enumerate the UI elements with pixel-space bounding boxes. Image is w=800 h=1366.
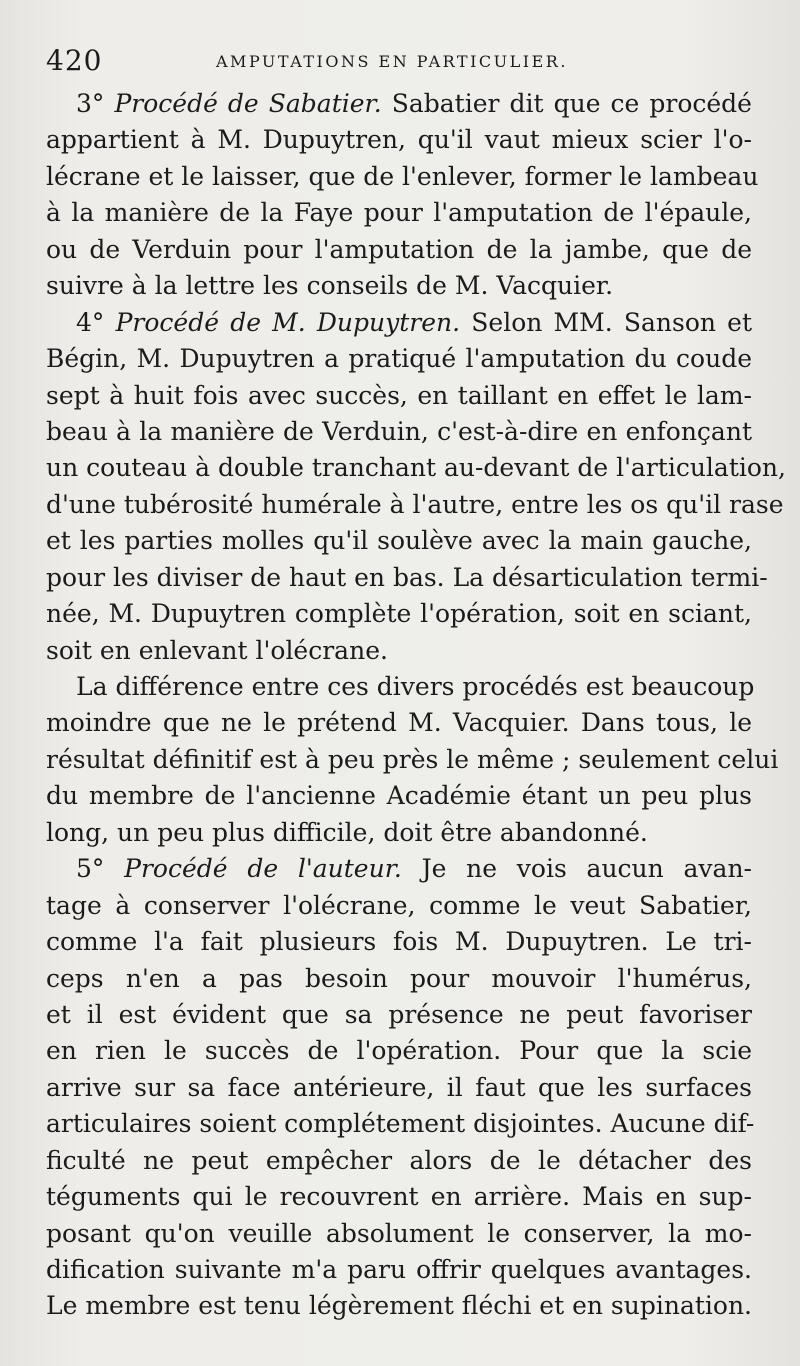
text-line [46,669,755,705]
text-segment: née, M. Dupuytren complète l'opération, soit en sciant, [46,599,752,629]
body-text [46,86,786,1325]
text-segment: ceps n'en a pas besoin pour mouvoir l'humérus, [46,963,752,993]
text-line [46,341,752,377]
text-line [46,1033,752,1069]
text-segment: d'une tubérosité humérale à l'autre, entre les os qu'il rase [46,489,784,519]
text-segment: tage à conserver l'olécrane, comme le veut Sabatier, [46,890,752,920]
text-line [46,195,752,231]
text-line [46,997,752,1033]
running-title: AMPUTATIONS EN PARTICULIER. [216,52,568,71]
text-line [46,596,752,632]
text-line [46,122,752,158]
page-number: 420 [46,44,103,77]
text-segment: pour les diviser de haut en bas. La désarticulation termi- [46,562,768,592]
text-segment: un couteau à double tranchant au-devant de l'articulation, [46,453,786,483]
text-segment: Selon MM. Sanson et [460,307,752,337]
text-line [46,268,752,304]
text-segment: dification suivante m'a paru offrir quelques avantages. [46,1255,752,1284]
text-segment: du membre de l'ancienne Académie étant un peu plus [46,781,752,811]
text-segment: 3° [76,89,115,118]
text-segment: long, un peu plus difficile, doit être abandonné. [46,817,648,847]
section-heading: Procédé de l'auteur. [124,854,402,884]
text-segment: à la manière de la Faye pour l'amputation de l'épaule, [46,198,752,228]
text-line [46,1252,752,1288]
text-segment: et il est évident que sa présence ne peut favoriser [46,999,752,1029]
text-segment: beau à la manière de Verduin, c'est-à-dire en enfonçant [46,416,752,446]
text-line [46,305,752,341]
text-segment: 5° [76,854,125,884]
text-line [46,159,759,195]
text-segment: lécrane et le laisser, que de l'enlever, former le lambeau [46,161,759,191]
text-segment: Sabatier dit que ce procédé [381,89,752,118]
text-line [46,924,752,960]
text-line [46,961,752,997]
section-heading: Procédé de Sabatier. [114,89,382,118]
text-line [46,523,752,559]
text-line [46,888,752,924]
text-line [46,1288,752,1324]
text-segment: Je ne vois aucun avan- [401,854,752,884]
text-line [46,414,752,450]
text-line [46,378,752,414]
text-line [46,1216,752,1252]
text-segment: La différence entre ces divers procédés est beaucoup [76,672,755,701]
text-line [46,815,752,851]
text-segment: téguments qui le recouvrent en arrière. Mais en sup- [46,1182,752,1212]
text-segment: en rien le succès de l'opération. Pour que la scie [46,1036,752,1066]
text-segment: soit en enlevant l'olécrane. [46,635,388,665]
text-line [46,1143,752,1179]
text-segment: ficulté ne peut empêcher alors de le détacher des [46,1145,752,1175]
page-header [46,42,756,78]
text-segment: moindre que ne le prétend M. Vacquier. Dans tous, le [46,708,752,738]
text-segment: 4° [76,307,116,337]
text-segment: articulaires soient complétement disjointes. Aucune dif- [46,1109,755,1139]
text-segment: arrive sur sa face antérieure, il faut que les surfaces [46,1072,752,1102]
text-line [46,86,752,122]
section-heading: Procédé de M. Dupuytren. [115,307,461,337]
text-line [46,450,786,486]
text-line [46,705,752,741]
text-line [46,1070,752,1106]
text-line [46,633,752,669]
text-line [46,778,752,814]
text-segment: sept à huit fois avec succès, en taillant en effet le lam- [46,380,752,410]
text-segment: ou de Verduin pour l'amputation de la jambe, que de [46,234,752,264]
text-segment: posant qu'on veuille absolument le conserver, la mo- [46,1218,752,1248]
text-line [46,560,768,596]
bleed-through-shadow [60,1328,760,1358]
text-line [46,742,779,778]
text-segment: Bégin, M. Dupuytren a pratiqué l'amputation du coude [46,344,752,374]
text-line [46,487,784,523]
text-segment: suivre à la lettre les conseils de M. Vacquier. [46,271,614,301]
text-segment: comme l'a fait plusieurs fois M. Dupuytren. Le tri- [46,927,752,957]
text-line [46,1179,752,1215]
text-segment: Le membre est tenu légèrement fléchi et en supination. [46,1291,753,1321]
text-line [46,851,752,887]
text-line [46,1106,755,1142]
text-segment: et les parties molles qu'il soulève avec la main gauche, [46,526,752,556]
text-segment: résultat définitif est à peu près le même ; seulement celui [46,744,779,774]
text-line [46,232,752,268]
text-segment: appartient à M. Dupuytren, qu'il vaut mieux scier l'o- [46,125,752,155]
